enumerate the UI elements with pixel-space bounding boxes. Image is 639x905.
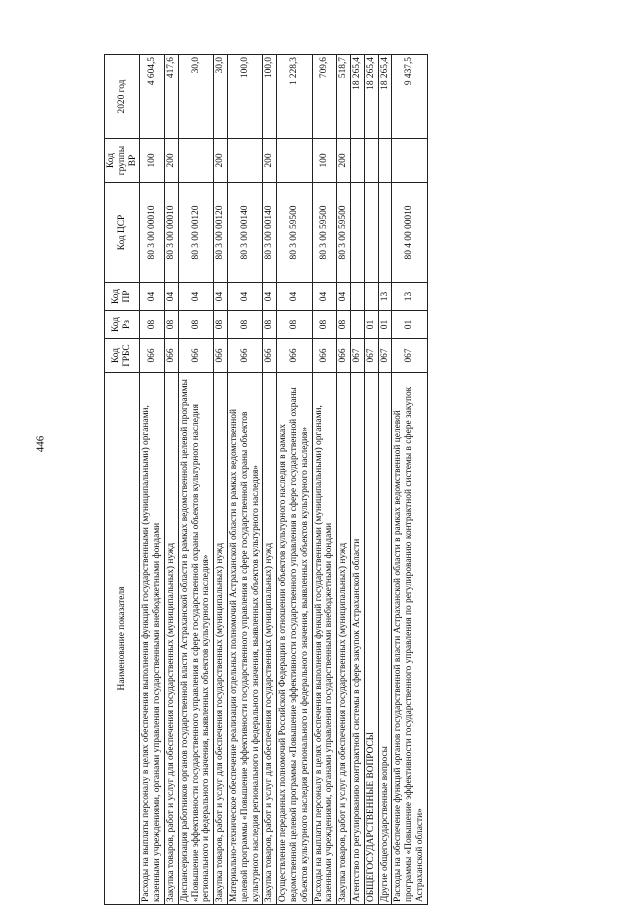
row-grbs: 066 [263,339,277,373]
row-csr: 80 3 00 00140 [227,183,262,283]
row-name: Закупка товаров, работ и услуг для обеспечения государственных (муниципальных) нужд [164,373,178,905]
row-name: Закупка товаров, работ и услуг для обеспечения государственных (муниципальных) нужд [214,373,228,905]
row-csr: 80 3 00 59500 [337,183,351,283]
row-rz: 08 [178,311,213,339]
row-rz: 08 [263,311,277,339]
row-rz: 08 [277,311,312,339]
row-csr: 80 3 00 59500 [277,183,312,283]
row-grbs: 066 [164,339,178,373]
row-grbs: 066 [312,339,337,373]
rotated-page-area [104,0,634,905]
table-row [312,55,337,905]
row-sum: 18 265,4 [350,55,364,139]
row-rz: 01 [392,311,427,339]
row-pr [350,283,364,311]
row-rz: 08 [140,311,165,339]
row-sum: 709,6 [312,55,337,139]
row-csr [350,183,364,283]
row-grbs: 066 [277,339,312,373]
row-csr: 80 3 00 00010 [140,183,165,283]
row-vr [277,139,312,183]
row-name: Диспансеризация работников органов государственной власти Астраханской области в рамках ведомственной целевой программы «Повышение эффективности государственного управления в сфере государственной охраны объектов культурного наследия регионального и федерального значения, выявленных объектов культурного наследия» [178,373,213,905]
row-grbs: 067 [364,339,378,373]
table-row [263,55,277,905]
header-grbs: Код ГРБС [105,339,140,373]
row-sum: 4 604,5 [140,55,165,139]
row-sum: 18 265,4 [364,55,378,139]
row-name: Закупка товаров, работ и услуг для обеспечения государственных (муниципальных) нужд [263,373,277,905]
row-vr: 100 [312,139,337,183]
row-name: Другие общегосударственные вопросы [378,373,392,905]
row-pr: 04 [277,283,312,311]
row-grbs: 067 [350,339,364,373]
row-pr: 04 [178,283,213,311]
row-grbs: 066 [140,339,165,373]
row-vr [227,139,262,183]
rotated-table-container [104,55,634,905]
row-vr: 100 [140,139,165,183]
row-csr: 80 3 00 00010 [164,183,178,283]
row-grbs: 066 [214,339,228,373]
header-vr: Код группы ВР [105,139,140,183]
row-name: Закупка товаров, работ и услуг для обеспечения государственных (муниципальных) нужд [337,373,351,905]
table-row [337,55,351,905]
row-csr: 80 3 00 00140 [263,183,277,283]
row-rz: 08 [227,311,262,339]
row-grbs: 066 [178,339,213,373]
row-name: Расходы на обеспечение функций органов государственной власти Астраханской области в рамках ведомственной целевой программы «Повышение эффективности государственного управления по регулированию контрактной системы в сфере закупок Астраханской области» [392,373,427,905]
row-csr: 80 4 00 00010 [392,183,427,283]
header-pr: Код ПР [105,283,140,311]
row-sum: 9 437,5 [392,55,427,139]
row-sum: 518,7 [337,55,351,139]
row-rz: 08 [312,311,337,339]
row-vr [392,139,427,183]
row-name: Материально-техническое обеспечение реализации отдельных полномочий Астраханской области в рамках ведомственной целевой программы «Повышение эффективности государственного управления в сфере государственной охраны объектов культурного наследия регионального и федерального значения, выявленных объектов культурного наследия» [227,373,262,905]
header-csr: Код ЦСР [105,183,140,283]
row-sum: 30,0 [178,55,213,139]
row-name: Расходы на выплаты персоналу в целях обеспечения выполнения функций государственными (муниципальными) органами, казенными учреждениями, органами управления государственными внебюджетными фондами [140,373,165,905]
table-row [164,55,178,905]
row-pr: 13 [392,283,427,311]
row-sum: 30,0 [214,55,228,139]
table-row [364,55,378,905]
row-csr: 80 3 00 59500 [312,183,337,283]
row-vr [178,139,213,183]
row-rz: 08 [214,311,228,339]
row-name: Агентство по регулированию контрактной системы в сфере закупок Астраханской области [350,373,364,905]
header-sum: 2020 год [105,55,140,139]
row-rz [350,311,364,339]
row-pr: 04 [263,283,277,311]
row-grbs: 067 [392,339,427,373]
budget-table [104,54,428,905]
table-row [277,55,312,905]
row-pr: 04 [214,283,228,311]
row-vr: 200 [263,139,277,183]
row-name: ОБЩЕГОСУДАРСТВЕННЫЕ ВОПРОСЫ [364,373,378,905]
row-csr: 80 3 00 00120 [178,183,213,283]
table-row [140,55,165,905]
row-vr [364,139,378,183]
row-vr [378,139,392,183]
table-row [378,55,392,905]
row-vr: 200 [337,139,351,183]
row-rz: 08 [164,311,178,339]
row-pr: 04 [337,283,351,311]
row-grbs: 066 [227,339,262,373]
row-pr [364,283,378,311]
header-row [105,55,140,905]
table-row [227,55,262,905]
row-sum: 417,6 [164,55,178,139]
row-vr: 200 [214,139,228,183]
table-row [392,55,427,905]
row-pr: 04 [140,283,165,311]
row-csr: 80 3 00 00120 [214,183,228,283]
row-rz: 08 [337,311,351,339]
row-grbs: 066 [337,339,351,373]
row-pr: 13 [378,283,392,311]
row-name: Расходы на выплаты персоналу в целях обеспечения выполнения функций государственными (муниципальными) органами, казенными учреждениями, органами управления государственными внебюджетными фондами [312,373,337,905]
row-pr: 04 [312,283,337,311]
row-sum: 1 228,3 [277,55,312,139]
row-sum: 100,0 [227,55,262,139]
row-sum: 18 265,4 [378,55,392,139]
row-pr: 04 [164,283,178,311]
row-csr [364,183,378,283]
row-sum: 100,0 [263,55,277,139]
header-rz: Код Рз [105,311,140,339]
page-number: 446 [34,435,47,453]
row-csr [378,183,392,283]
table-row [350,55,364,905]
table-row [178,55,213,905]
row-vr: 200 [164,139,178,183]
table-row [214,55,228,905]
row-name: Осуществление переданных полномочий Российской Федерации в отношении объектов культурного наследия в рамках ведомственной целевой программы «Повышение эффективности государственного управления в сфере государственной охраны объектов культурного наследия регионального и федерального значения, выявленных объектов культурного наследия» [277,373,312,905]
row-rz: 01 [364,311,378,339]
row-rz: 01 [378,311,392,339]
header-name: Наименование показателя [105,373,140,905]
row-vr [350,139,364,183]
row-grbs: 067 [378,339,392,373]
row-pr: 04 [227,283,262,311]
